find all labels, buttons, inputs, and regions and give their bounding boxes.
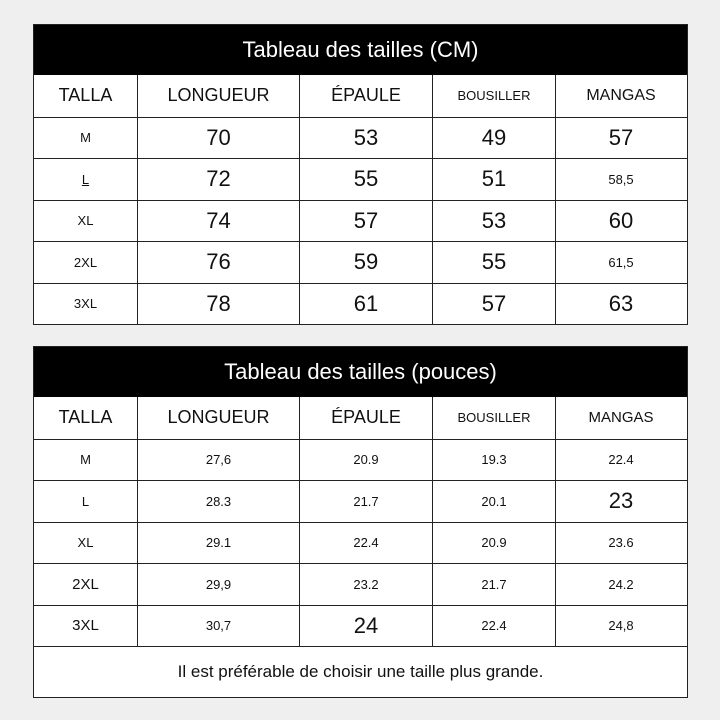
mangas-value: 63 — [555, 284, 686, 325]
longueur-value: 30,7 — [137, 606, 299, 647]
size-label: 2XL — [73, 254, 98, 270]
size-label: XL — [77, 535, 94, 551]
mangas-value: 22.4 — [555, 440, 686, 481]
bousiller-value: 51 — [432, 159, 555, 200]
table-row — [34, 200, 687, 242]
size-label: 2XL — [72, 575, 99, 593]
size-label: M — [80, 130, 91, 146]
mangas-value: 61,5 — [555, 242, 686, 283]
longueur-value: 74 — [137, 201, 299, 242]
size-table-inches — [33, 346, 688, 698]
bousiller-value: 57 — [432, 284, 555, 325]
table-title: Tableau des tailles (CM) — [34, 25, 687, 75]
longueur-value: 29.1 — [137, 523, 299, 564]
longueur-value: 29,9 — [137, 564, 299, 605]
size-label: 3XL — [73, 296, 98, 312]
longueur-value: 72 — [137, 159, 299, 200]
bousiller-value: 55 — [432, 242, 555, 283]
epaule-value: 23.2 — [299, 564, 432, 605]
epaule-value: 55 — [299, 159, 432, 200]
epaule-value: 61 — [299, 284, 432, 325]
table-row — [34, 241, 687, 283]
epaule-value: 22.4 — [299, 523, 432, 564]
epaule-value: 59 — [299, 242, 432, 283]
size-label: 3XL — [72, 617, 99, 635]
header-epaule: ÉPAULE — [299, 397, 432, 439]
table-row — [34, 283, 687, 325]
epaule-value: 24 — [299, 606, 432, 647]
header-talla: TALLA — [58, 407, 113, 428]
size-label: M — [80, 452, 91, 468]
table-row — [34, 439, 687, 481]
epaule-value: 53 — [299, 118, 432, 159]
header-talla: TALLA — [58, 85, 113, 106]
bousiller-value: 19.3 — [432, 440, 555, 481]
header-bousiller: BOUSILLER — [432, 397, 555, 439]
mangas-value: 23 — [555, 481, 686, 522]
epaule-value: 57 — [299, 201, 432, 242]
mangas-value: 58,5 — [555, 159, 686, 200]
size-advice-note: Il est préférable de choisir une taille plus grande. — [34, 646, 687, 698]
mangas-value: 24,8 — [555, 606, 686, 647]
table-row — [34, 522, 687, 564]
longueur-value: 76 — [137, 242, 299, 283]
longueur-value: 28.3 — [137, 481, 299, 522]
header-mangas: MANGAS — [555, 397, 686, 439]
header-row — [34, 397, 687, 439]
header-epaule: ÉPAULE — [299, 75, 432, 117]
size-label: XL — [77, 213, 94, 229]
header-longueur: LONGUEUR — [137, 397, 299, 439]
table-row — [34, 117, 687, 159]
bousiller-value: 53 — [432, 201, 555, 242]
bousiller-value: 22.4 — [432, 606, 555, 647]
longueur-value: 27,6 — [137, 440, 299, 481]
mangas-value: 60 — [555, 201, 686, 242]
size-label: L — [81, 493, 90, 509]
table-row — [34, 563, 687, 605]
bousiller-value: 49 — [432, 118, 555, 159]
mangas-value: 24.2 — [555, 564, 686, 605]
bousiller-value: 20.9 — [432, 523, 555, 564]
bousiller-value: 20.1 — [432, 481, 555, 522]
table-row — [34, 158, 687, 200]
table-title: Tableau des tailles (pouces) — [34, 347, 687, 397]
size-label: L — [81, 171, 90, 187]
header-longueur: LONGUEUR — [137, 75, 299, 117]
longueur-value: 78 — [137, 284, 299, 325]
epaule-value: 20.9 — [299, 440, 432, 481]
epaule-value: 21.7 — [299, 481, 432, 522]
mangas-value: 23.6 — [555, 523, 686, 564]
table-row — [34, 480, 687, 522]
header-mangas: MANGAS — [555, 75, 686, 117]
table-row — [34, 605, 687, 647]
longueur-value: 70 — [137, 118, 299, 159]
size-table-cm — [33, 24, 688, 325]
header-row — [34, 75, 687, 117]
header-bousiller: BOUSILLER — [432, 75, 555, 117]
bousiller-value: 21.7 — [432, 564, 555, 605]
mangas-value: 57 — [555, 118, 686, 159]
